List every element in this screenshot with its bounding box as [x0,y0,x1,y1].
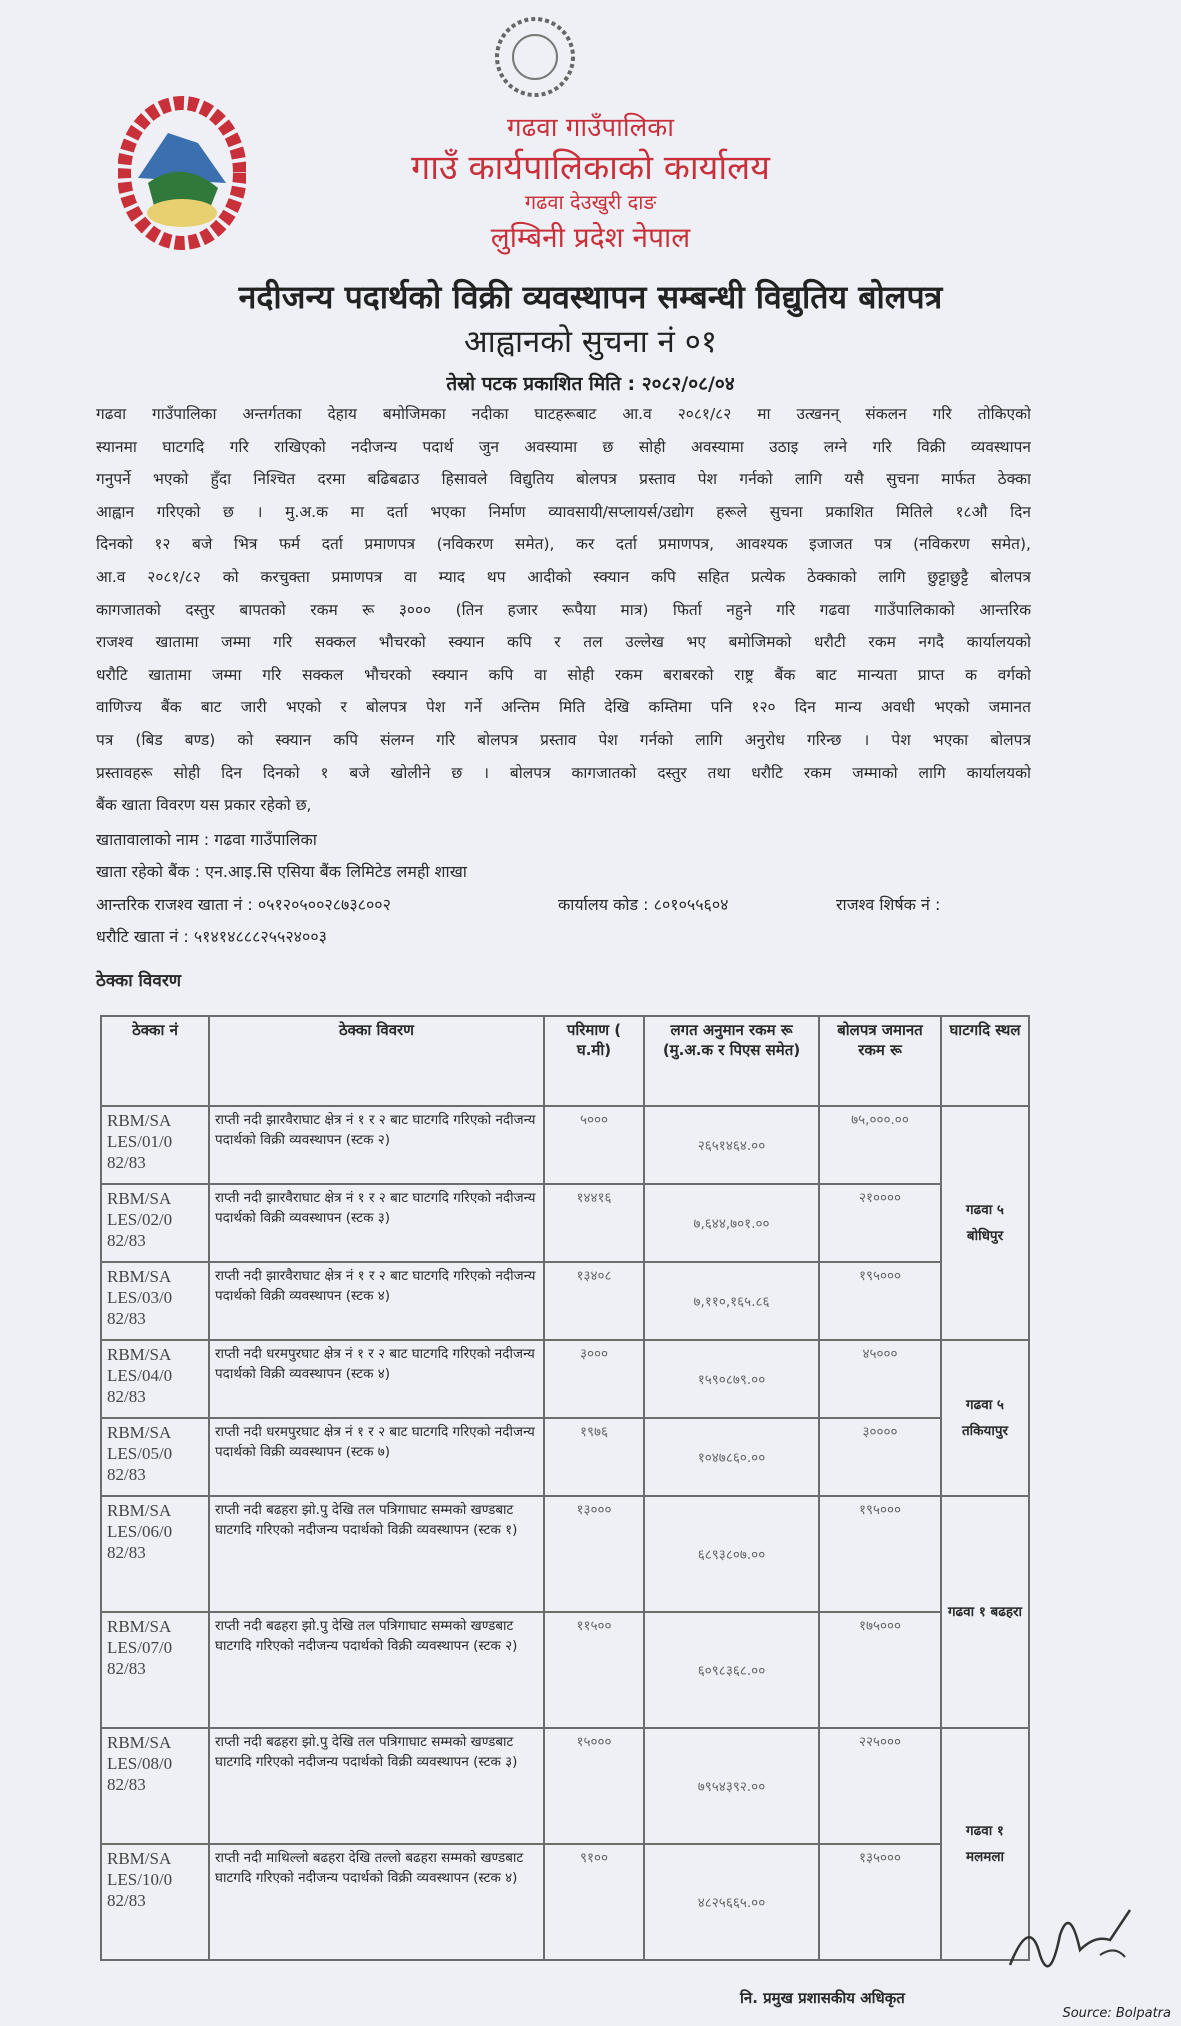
signature [1000,1895,1140,1985]
account-bank: खाता रहेको बैंक : एन.आइ.सि एसिया बैंक लिमिटेड लमही शाखा [96,862,467,881]
office-address-line1: गढवा देउखुरी दाङ [524,190,657,214]
cell-qty: १५००० [544,1728,644,1844]
office-name-line2: गाउँ कार्यपालिकाको कार्यालय [411,148,770,188]
cell-bond: २१०००० [819,1184,941,1262]
cell-desc: राप्ती नदी धरमपुरघाट क्षेत्र नं १ र २ बाट घाटगदि गरिएको नदीजन्य पदार्थको विक्री व्यवस्थापन (स्टक ४) [209,1340,544,1418]
cell-qty: ३००० [544,1340,644,1418]
table-header-row [101,1016,1029,1106]
revenue-head: राजश्व शिर्षक नं : [836,895,941,914]
cell-code: RBM/SA LES/01/0 82/83 [101,1106,209,1184]
column-header: परिमाण ( घ.मी) [544,1016,644,1106]
cell-location: गढवा १ बढहरा [941,1496,1029,1728]
notice-body [96,398,1031,822]
notice-body-line: वाणिज्य बैंक बाट जारी भएको र बोलपत्र पेश गर्ने अन्तिम मिति देखि कम्तिमा पनि १२० दिन मान्य अवधी भएको जमानत [96,698,1031,717]
cell-desc: राप्ती नदी बढहरा झो.पु देखि तल पत्रिगाघाट सम्मको खण्डबाट घाटगदि गरिएको नदीजन्य पदार्थको विक्री व्यवस्थापन (स्टक ३) [209,1728,544,1844]
cell-desc: राप्ती नदी झारवैराघाट क्षेत्र नं १ र २ बाट घाटगदि गरिएको नदीजन्य पदार्थको विक्री व्यवस्थापन (स्टक ४) [209,1262,544,1340]
cell-qty: १३४०८ [544,1262,644,1340]
notice-body-line: पत्र (बिड बण्ड) को स्क्यान कपि संलग्न गरि बोलपत्र प्रस्ताव पेश गर्नको लागि अनुरोध गरिन्छ । पेश भएका बोलपत्र [96,730,1031,749]
column-header: बोलपत्र जमानत रकम रू [819,1016,941,1106]
cell-cost: ७,११०,१६५.८६ [644,1262,819,1340]
notice-subtitle: आह्वानको सुचना नं ०१ [464,324,717,360]
cell-code: RBM/SA LES/03/0 82/83 [101,1262,209,1340]
column-header: ठेक्का नं [101,1016,209,1106]
notice-body-line: गढवा गाउँपालिका अन्तर्गतका देहाय बमोजिमका नदीका घाटहरूबाट आ.व २०८१/८२ मा उत्खनन् संकलन गरि तोकिएको [96,405,1031,423]
cell-desc: राप्ती नदी बढहरा झो.पु देखि तल पत्रिगाघाट सम्मको खण्डबाट घाटगदि गरिएको नदीजन्य पदार्थको विक्री व्यवस्थापन (स्टक २) [209,1612,544,1728]
cell-bond: २२५००० [819,1728,941,1844]
cell-code: RBM/SA LES/05/0 82/83 [101,1418,209,1496]
office-address-line2: लुम्बिनी प्रदेश नेपाल [490,221,691,254]
cell-cost: ६०९८३६८.०० [644,1612,819,1728]
deposit-account: धरौटि खाता नं : ५१४१४८८८२५५२४००३ [96,927,327,946]
cell-location: गढवा ५ तकियापुर [941,1340,1029,1496]
column-header: घाटगदि स्थल [941,1016,1029,1106]
cell-qty: ९१०० [544,1844,644,1960]
cell-cost: ४८२५६६५.०० [644,1844,819,1960]
cell-cost: १०४७८६०.०० [644,1418,819,1496]
cell-code: RBM/SA LES/07/0 82/83 [101,1612,209,1728]
cell-desc: राप्ती नदी झारवैराघाट क्षेत्र नं १ र २ बाट घाटगदि गरिएको नदीजन्य पदार्थको विक्री व्यवस्थापन (स्टक ३) [209,1184,544,1262]
cell-bond: १७५००० [819,1612,941,1728]
publication-date: तेस्रो पटक प्रकाशित मिति : २०८२/०८/०४ [446,373,735,395]
cell-cost: ७,६४४,७०१.०० [644,1184,819,1262]
table-row [101,1418,1029,1496]
cell-bond: १९५००० [819,1496,941,1612]
contract-details-heading: ठेक्का विवरण [96,971,182,991]
cell-cost: २६५१४६४.०० [644,1106,819,1184]
contract-table [100,1015,1030,1961]
cell-location: गढवा १ मलमला [941,1728,1029,1960]
source-credit: Source: Bolpatra [1062,2006,1171,2021]
cell-qty: १४४१६ [544,1184,644,1262]
cell-location: गढवा ५ बोधिपुर [941,1106,1029,1340]
notice-body-line: प्रस्तावहरू सोही दिन दिनको १ बजे खोलीने छ । बोलपत्र कागजातको दस्तुर तथा धरौटि रकम जम्माको लागि कार्यालयको [96,763,1031,782]
table-row [101,1184,1029,1262]
cell-cost: ६८९३८०७.०० [644,1496,819,1612]
notice-body-line: कागजातको दस्तुर बापतको रकम रू ३००० (तिन हजार रूपैया मात्र) फिर्ता नहुने गरि गढवा गाउँपालिकाको आन्तरिक [96,600,1031,619]
cell-bond: ४५००० [819,1340,941,1418]
revenue-account: आन्तरिक राजश्व खाता नं : ०५१२०५००२८७३८००२ [96,895,391,914]
table-row [101,1106,1029,1184]
cell-bond: ३०००० [819,1418,941,1496]
notice-body-line: आह्वान गरिएको छ । मु.अ.क मा दर्ता भएका निर्माण व्यावसायी/सप्लायर्स/उद्योग हरूले सुचना प्रकाशित मितिले १८औ दिन [96,502,1031,521]
notice-title: नदीजन्य पदार्थको विक्री व्यवस्थापन सम्बन्धी विद्युतिय बोलपत्र [238,278,943,316]
cell-qty: ५००० [544,1106,644,1184]
office-name-line1: गढवा गाउँपालिका [507,113,674,143]
notice-body-line: गनुपर्ने भएको हुँदा निश्चित दरमा बढिबढाउ हिसावले विद्युतिय बोलपत्र प्रस्ताव पेश गर्नको लागि यसै सुचना मार्फत ठेक्का [96,470,1031,489]
office-seal-stamp [480,12,590,112]
cell-bond: ७५,०००.०० [819,1106,941,1184]
notice-body-line: दिनको १२ बजे भित्र फर्म दर्ता प्रमाणपत्र (नविकरण समेत), कर दर्ता प्रमाणपत्र, आवश्यक इजाजत पत्र (नविकरण समेत), [96,535,1031,554]
cell-bond: १९५००० [819,1262,941,1340]
cell-code: RBM/SA LES/10/0 82/83 [101,1844,209,1960]
table-row [101,1728,1029,1844]
notice-body-line: आ.व २०८१/८२ को करचुक्ता प्रमाणपत्र वा म्याद थप आदीको स्क्यान कपि सहित प्रत्येक ठेक्काको लागि छुट्टाछुट्टै बोलपत्र [96,567,1031,586]
office-code: कार्यालय कोड : ८०१०५५६०४ [558,895,729,914]
notice-body-line: बैंक खाता विवरण यस प्रकार रहेको छ, [96,796,312,815]
table-row [101,1844,1029,1960]
notice-body-line: स्यानमा घाटगदि गरि राखिएको नदीजन्य पदार्थ जुन अवस्यामा छ सोही अवस्यामा उठाइ लग्ने गरि विक्री व्यवस्थापन [96,437,1031,456]
column-header: ठेक्का विवरण [209,1016,544,1106]
notice-body-line: धरौटि खातामा जम्मा गरि सक्कल भौचरको स्क्यान कपि वा सोही रकम बराबरको राष्ट्र बैंक बाट मान्यता प्राप्त क वर्गको [96,665,1031,684]
table-row [101,1496,1029,1612]
table-row [101,1612,1029,1728]
cell-code: RBM/SA LES/06/0 82/83 [101,1496,209,1612]
signer-title: नि. प्रमुख प्रशासकीय अधिकृत [740,1989,905,2007]
table-row [101,1340,1029,1418]
account-holder: खातावालाको नाम : गढवा गाउँपालिका [96,830,317,849]
cell-code: RBM/SA LES/02/0 82/83 [101,1184,209,1262]
notice-body-line: राजश्व खातामा जम्मा गरि सक्कल भौचरको स्क्यान कपि र तल उल्लेख भए बमोजिमको धरौटी रकम नगदै कार्यालयको [96,633,1031,652]
table-row [101,1262,1029,1340]
column-header: लगत अनुमान रकम रू (मु.अ.क र पिएस समेत) [644,1016,819,1106]
cell-desc: राप्ती नदी झारवैराघाट क्षेत्र नं १ र २ बाट घाटगदि गरिएको नदीजन्य पदार्थको विक्री व्यवस्थापन (स्टक २) [209,1106,544,1184]
cell-code: RBM/SA LES/08/0 82/83 [101,1728,209,1844]
cell-qty: १३००० [544,1496,644,1612]
cell-cost: १५९०८७९.०० [644,1340,819,1418]
cell-cost: ७९५४३९२.०० [644,1728,819,1844]
cell-code: RBM/SA LES/04/0 82/83 [101,1340,209,1418]
cell-desc: राप्ती नदी धरमपुरघाट क्षेत्र नं १ र २ बाट घाटगदि गरिएको नदीजन्य पदार्थको विक्री व्यवस्थापन (स्टक ७) [209,1418,544,1496]
cell-qty: १९७६ [544,1418,644,1496]
cell-bond: १३५००० [819,1844,941,1960]
cell-qty: ११५०० [544,1612,644,1728]
cell-desc: राप्ती नदी बढहरा झो.पु देखि तल पत्रिगाघाट सम्मको खण्डबाट घाटगदि गरिएको नदीजन्य पदार्थको विक्री व्यवस्थापन (स्टक १) [209,1496,544,1612]
cell-desc: राप्ती नदी माथिल्लो बढहरा देखि तल्लो बढहरा सम्मको खण्डबाट घाटगदि गरिएको नदीजन्य पदार्थको विक्री व्यवस्थापन (स्टक ४) [209,1844,544,1960]
